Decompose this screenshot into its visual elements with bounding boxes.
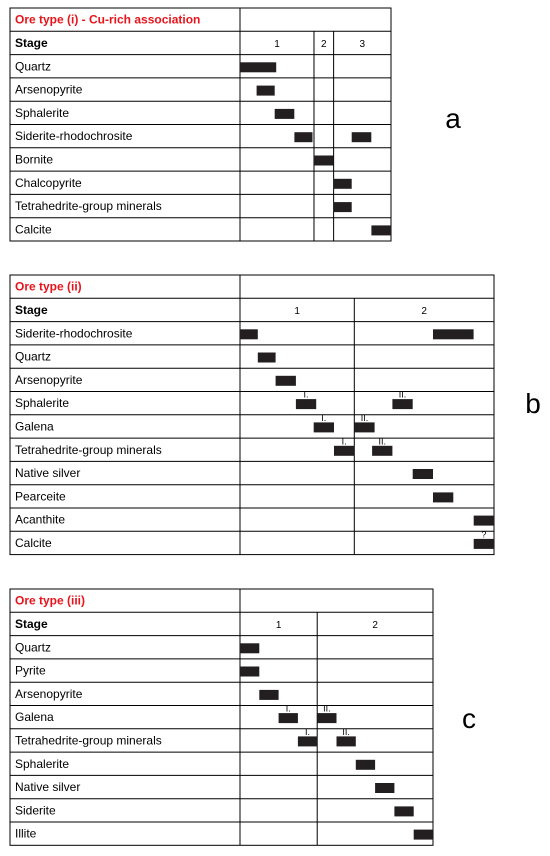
generation-tag: II. (360, 412, 369, 423)
mineral-label: Siderite-rhodochrosite (15, 129, 133, 144)
duration-bar (257, 86, 275, 96)
panel-a (10, 8, 461, 241)
generation-tag: ? (481, 529, 487, 540)
panel-letter-b: b (525, 388, 541, 419)
stage-number-1: 1 (274, 38, 280, 50)
generation-tag: I. (305, 726, 311, 737)
duration-bar (394, 806, 413, 816)
duration-bar (294, 132, 312, 142)
mineral-label: Sphalerite (15, 396, 70, 411)
duration-bar (240, 643, 259, 653)
mineral-label: Sphalerite (15, 756, 70, 771)
duration-bar (337, 736, 356, 746)
duration-bar (317, 713, 336, 723)
mineral-label: Chalcopyrite (15, 175, 82, 190)
mineral-label: Acanthite (15, 512, 66, 527)
mineral-label: Tetrahedrite-group minerals (15, 199, 162, 214)
generation-tag: II. (323, 703, 331, 714)
duration-bar (375, 783, 394, 793)
mineral-label: Tetrahedrite-group minerals (15, 442, 162, 457)
duration-bar (433, 492, 453, 502)
panel-frame (10, 589, 433, 845)
duration-bar (371, 225, 391, 235)
duration-bar (354, 422, 374, 432)
generation-tag: II. (342, 726, 350, 737)
stage-number-2: 2 (421, 305, 427, 317)
stage-number-2: 2 (372, 619, 378, 631)
generation-tag: I. (303, 389, 309, 400)
duration-bar (334, 446, 354, 456)
duration-bar (259, 690, 278, 700)
duration-bar (474, 516, 494, 526)
mineral-label: Calcite (15, 222, 52, 237)
panel-title: Ore type (iii) (15, 593, 86, 608)
mineral-label: Bornite (15, 152, 54, 167)
panel-letter-a: a (445, 103, 461, 134)
stage-number-1: 1 (275, 619, 282, 631)
duration-bar (314, 422, 334, 432)
mineral-label: Pyrite (15, 663, 46, 678)
stage-number-2: 2 (321, 38, 327, 50)
generation-tag: I. (341, 436, 347, 447)
mineral-label: Arsenopyrite (15, 686, 83, 701)
panel-b (10, 275, 541, 555)
duration-bar (298, 736, 317, 746)
duration-bar (275, 109, 295, 119)
duration-bar (334, 179, 352, 189)
mineral-label: Sphalerite (15, 105, 70, 120)
generation-tag: I. (321, 412, 327, 423)
duration-bar (314, 156, 334, 166)
stage-label: Stage (15, 302, 48, 317)
panel-title: Ore type (ii) (15, 279, 82, 294)
stage-number-3: 3 (359, 38, 366, 50)
panel-c (10, 589, 476, 845)
mineral-label: Tetrahedrite-group minerals (15, 733, 162, 748)
panel-letter-c: c (462, 703, 476, 734)
duration-bar (352, 132, 372, 142)
mineral-label: Illite (15, 826, 37, 841)
mineral-label: Arsenopyrite (15, 372, 83, 387)
mineral-label: Siderite (15, 803, 56, 818)
mineral-label: Siderite-rhodochrosite (15, 326, 133, 341)
stage-label: Stage (15, 35, 48, 50)
duration-bar (334, 202, 352, 212)
duration-bar (296, 399, 316, 409)
duration-bar (240, 62, 276, 72)
mineral-label: Quartz (15, 59, 52, 74)
mineral-label: Quartz (15, 640, 52, 655)
mineral-label: Arsenopyrite (15, 82, 83, 97)
generation-tag: I. (285, 703, 291, 714)
duration-bar (392, 399, 412, 409)
mineral-label: Native silver (15, 780, 81, 795)
mineral-label: Calcite (15, 535, 52, 550)
duration-bar (372, 446, 392, 456)
duration-bar (258, 353, 276, 363)
duration-bar (413, 469, 433, 479)
duration-bar (433, 329, 474, 339)
generation-tag: II. (398, 389, 407, 400)
mineral-label: Galena (15, 419, 54, 434)
duration-bar (240, 667, 259, 677)
duration-bar (356, 760, 375, 770)
mineral-label: Galena (15, 710, 54, 725)
mineral-label: Quartz (15, 349, 52, 364)
mineral-label: Pearceite (15, 489, 66, 504)
duration-bar (279, 713, 298, 723)
duration-bar (276, 376, 296, 386)
duration-bar (414, 830, 433, 840)
duration-bar (240, 329, 258, 339)
mineral-label: Native silver (15, 466, 81, 481)
stage-label: Stage (15, 616, 48, 631)
stage-number-1: 1 (294, 305, 300, 317)
panel-title: Ore type (i) - Cu-rich association (15, 12, 201, 27)
duration-bar (474, 539, 494, 549)
generation-tag: II. (378, 436, 386, 447)
